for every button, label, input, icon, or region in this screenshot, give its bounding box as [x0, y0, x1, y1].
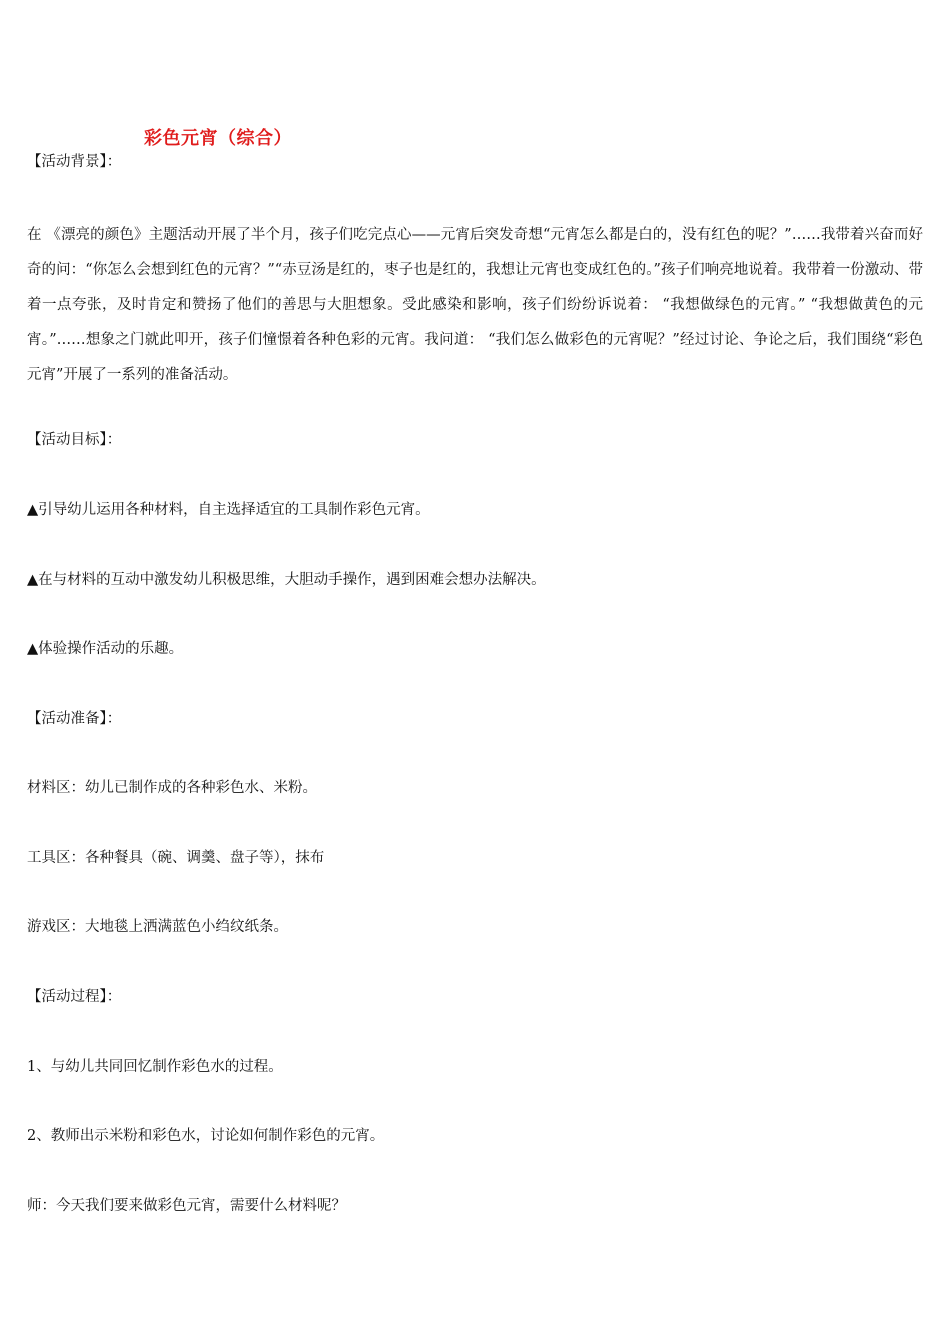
process-step: 2、教师出示米粉和彩色水，讨论如何制作彩色的元宵。 [27, 1128, 385, 1144]
process-step: 师：今天我们要来做彩色元宵，需要什么材料呢？ [27, 1198, 346, 1214]
goals-heading: 【活动目标】： [27, 432, 122, 448]
goal-item: ▲在与材料的互动中激发幼儿积极思维，大胆动手操作，遇到困难会想办法解决。 [27, 572, 546, 588]
document-title: 彩色元宵（综合） [144, 128, 292, 149]
goal-item: ▲体验操作活动的乐趣。 [27, 641, 184, 657]
prep-item: 材料区：幼儿已制作成的各种彩色水、米粉。 [27, 780, 317, 796]
prep-heading: 【活动准备】： [27, 711, 122, 727]
background-paragraph: 在 《漂亮的颜色》主题活动开展了半个月，孩子们吃完点心——元宵后突发奇想“元宵怎么都是白的，没有红色的呢？”……我带着兴奋而好奇的问：“你怎么会想到红色的元宵？”“赤豆汤是红的，枣子也是红的，我想让元宵也变成红色的。”孩子们响亮地说着。我带着一份激动、带着一点夸张，及时肯定和赞扬了他们的善思与大胆想象。受此感染和影响，孩子们纷纷诉说着： “我想做绿色的元宵。” “我想做黄色的元宵。”……想象之门就此叩开，孩子们憧憬着各种色彩的元宵。我问道： “我们怎么做彩色的元宵呢？”经过讨论、争论之后，我们围绕“彩色元宵”开展了一系列的准备活动。 [27, 227, 923, 383]
prep-item: 工具区：各种餐具（碗、调羹、盘子等），抹布 [27, 850, 325, 866]
process-step: 1、与幼儿共同回忆制作彩色水的过程。 [27, 1059, 283, 1075]
prep-item: 游戏区：大地毯上洒满蓝色小绉纹纸条。 [27, 919, 288, 935]
background-heading: 【活动背景】： [27, 154, 122, 170]
goal-item: ▲引导幼儿运用各种材料，自主选择适宜的工具制作彩色元宵。 [27, 502, 430, 518]
process-heading: 【活动过程】： [27, 989, 122, 1005]
